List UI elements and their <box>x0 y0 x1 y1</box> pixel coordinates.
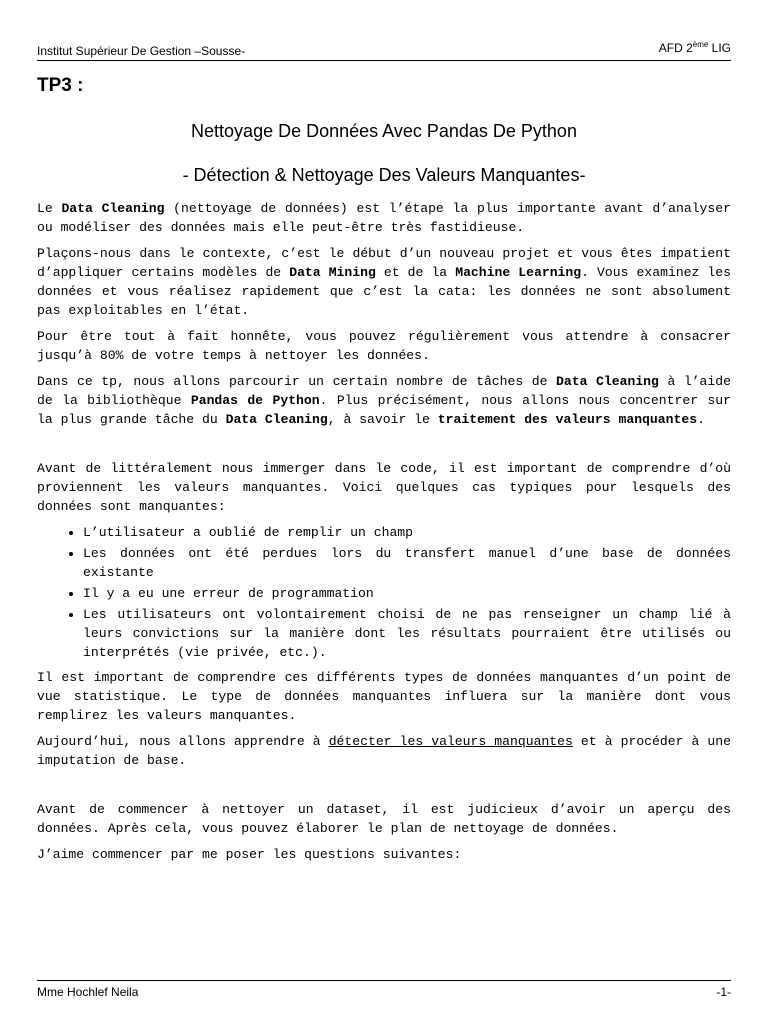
page-footer <box>37 980 731 1003</box>
paragraph-today: Aujourd’hui, nous allons apprendre à détecter les valeurs manquantes et à procéder à une imputation de base. <box>37 734 731 768</box>
footer-author: Mme Hochlef Neila <box>37 985 139 999</box>
tp-label: TP3 : <box>37 75 84 96</box>
paragraph-statistics: Il est important de comprendre ces différents types de données manquantes d’un point de vue statistique. Le type de données manquantes influera sur la manière dont vous remplirez les valeurs manquantes. <box>37 670 731 723</box>
list-item: • Les utilisateurs ont volontairement choisi de ne pas renseigner un champ lié à leurs convictions sur la manière dont les résultats pourraient être utilisés ou interprétés (vie privée, etc.). <box>83 605 731 662</box>
list-item: • Les données ont été perdues lors du transfert manuel d’une base de données existante <box>83 544 731 582</box>
page-header <box>37 38 731 61</box>
paragraph-origins: Avant de littéralement nous immerger dans le code, il est important de comprendre d’où proviennent les valeurs manquantes. Voici quelques cas typiques pour lesquels des données sont manquantes: <box>37 461 731 514</box>
paragraph-honesty: Pour être tout à fait honnête, vous pouvez régulièrement vous attendre à consacrer jusqu’à 80% de votre temps à nettoyer les données. <box>37 329 731 363</box>
header-course-sup: ème <box>692 40 709 49</box>
paragraph-questions: J’aime commencer par me poser les questions suivantes: <box>37 847 462 862</box>
paragraph-tp-scope: Dans ce tp, nous allons parcourir un certain nombre de tâches de Data Cleaning à l’aide de la bibliothèque Pandas de Python. Plus précisément, nous allons nous concentrer sur la plus grande tâche du Data Cleaning, à savoir le traitement des valeurs manquantes. <box>37 374 731 427</box>
missing-causes-list <box>37 523 731 662</box>
list-item: • Il y a eu une erreur de programmation <box>83 584 731 603</box>
paragraph-overview: Avant de commencer à nettoyer un dataset, il est judicieux d’avoir un aperçu des données. Après cela, vous pouvez élaborer le plan de nettoyage de données. <box>37 802 731 836</box>
header-course: AFD 2ème LIG <box>658 40 731 55</box>
list-item: • L’utilisateur a oublié de remplir un champ <box>83 523 731 542</box>
header-institution: Institut Supérieur De Gestion –Sousse- <box>37 44 246 58</box>
footer-page-number: -1- <box>716 985 731 999</box>
paragraph-context: Plaçons-nous dans le contexte, c’est le début d’un nouveau projet et vous êtes impatient d’appliquer certains modèles de Data Mining et de la Machine Learning. Vous examinez les données et vous réalisez rapidement que c’est la cata: les données ne sont absolument pas exploitables en l’état. <box>37 246 732 318</box>
paragraph-intro: Le Data Cleaning (nettoyage de données) est l’étape la plus importante avant d’analyser ou modéliser des données mais elle peut-être très fastidieuse. <box>37 201 731 235</box>
document-body <box>37 199 731 871</box>
document-subtitle: - Détection & Nettoyage Des Valeurs Manquantes- <box>182 165 586 185</box>
document-title: Nettoyage De Données Avec Pandas De Python <box>191 121 577 141</box>
